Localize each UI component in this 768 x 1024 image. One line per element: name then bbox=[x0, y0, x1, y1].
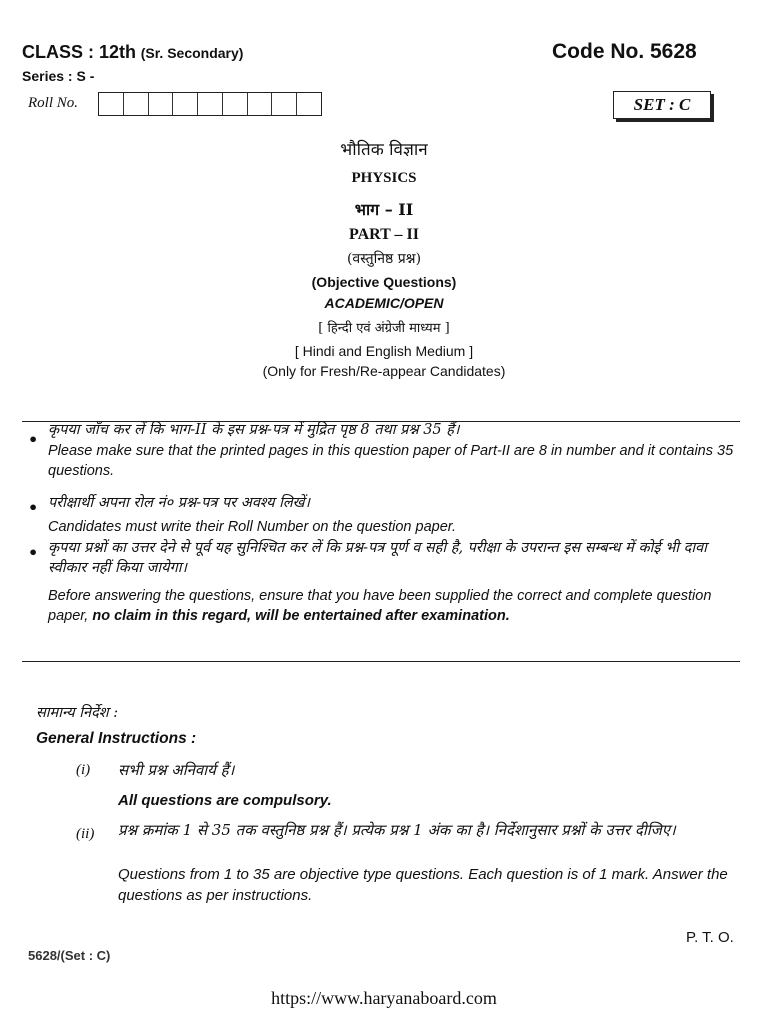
class-detail: (Sr. Secondary) bbox=[140, 45, 244, 61]
general-heading-hindi: सामान्य निर्देश : bbox=[36, 705, 119, 721]
instruction-2-english: Candidates must write their Roll Number on the question paper. bbox=[48, 519, 457, 535]
subject-title: PHYSICS bbox=[351, 170, 417, 186]
code-number: Code No. 5628 bbox=[552, 40, 697, 63]
bullet-icon: • bbox=[28, 543, 39, 562]
instruction-3-hindi: कृपया प्रश्नों का उत्तर देने से पूर्व यह सुनिश्चित कर लें कि प्रश्न-पत्र पूर्ण व सही है, परीक्षा के उपरान्त इस सम्बन्ध में कोई भी दावा स्वीकार नहीं किया जायेगा। bbox=[48, 540, 707, 576]
item-number: (i) bbox=[76, 762, 91, 778]
roll-digit-box[interactable] bbox=[198, 93, 223, 115]
subject-hindi: भौतिक विज्ञान bbox=[340, 140, 428, 160]
footer-code: 5628/(Set : C) bbox=[28, 948, 111, 963]
pto-label: P. T. O. bbox=[686, 929, 734, 946]
general-item-2-english: Questions from 1 to 35 are objective type questions. Each question is of 1 mark. Answer the questions as per instructions. bbox=[118, 866, 728, 904]
roll-digit-box[interactable] bbox=[297, 93, 321, 115]
divider-bottom bbox=[22, 661, 740, 662]
stream-title: ACADEMIC/OPEN bbox=[324, 295, 444, 311]
general-heading: General Instructions : bbox=[36, 730, 197, 747]
roll-digit-box[interactable] bbox=[248, 93, 273, 115]
roll-number-boxes[interactable] bbox=[98, 92, 322, 116]
type-hindi: (वस्तुनिष्ठ प्रश्न) bbox=[346, 251, 422, 267]
item-number: (ii) bbox=[76, 826, 95, 842]
roll-digit-box[interactable] bbox=[149, 93, 174, 115]
general-item-2-hindi: प्रश्न क्रमांक 1 से 35 तक वस्तुनिष्ठ प्रश्न हैं। प्रत्येक प्रश्न 1 अंक का है। निर्देशानुसार प्रश्नों के उत्तर दीजिए। bbox=[118, 821, 676, 839]
general-item-1-hindi: सभी प्रश्न अनिवार्य हैं। bbox=[118, 761, 235, 779]
roll-number-label: Roll No. bbox=[28, 95, 79, 111]
series-label: Series : S - bbox=[22, 68, 95, 84]
bullet-icon: • bbox=[28, 498, 39, 517]
instruction-3-english-b: no claim in this regard, will be entertained after examination. bbox=[88, 608, 510, 624]
instruction-2-hindi: परीक्षार्थी अपना रोल नं० प्रश्न-पत्र पर अवश्य लिखें। bbox=[48, 495, 311, 511]
roll-digit-box[interactable] bbox=[223, 93, 248, 115]
part-title: PART – II bbox=[349, 226, 419, 243]
class-value: CLASS : 12th bbox=[22, 42, 137, 62]
medium-title: [ Hindi and English Medium ] bbox=[294, 343, 474, 359]
candidates-note: (Only for Fresh/Re-appear Candidates) bbox=[262, 363, 506, 379]
roll-digit-box[interactable] bbox=[124, 93, 149, 115]
instruction-1-english: Please make sure that the printed pages in this question paper of Part-II are 8 in number and it contains 35 questions. bbox=[48, 443, 734, 479]
instruction-1-hindi: कृपया जाँच कर लें कि भाग-II के इस प्रश्न-पत्र में मुद्रित पृष्ठ 8 तथा प्रश्न 35 हैं। bbox=[48, 422, 460, 438]
medium-hindi: [ हिन्दी एवं अंग्रेजी माध्यम ] bbox=[318, 321, 450, 336]
instruction-3-english-a: Before answering the questions, ensure that you have been supplied the correct and complete question paper, bbox=[48, 588, 712, 624]
class-label bbox=[22, 42, 243, 63]
part-hindi: भाग – II bbox=[354, 200, 414, 219]
source-url[interactable]: https://www.haryanaboard.com bbox=[271, 988, 497, 1008]
instruction-3-english bbox=[48, 586, 748, 626]
roll-digit-box[interactable] bbox=[99, 93, 124, 115]
general-item-1-english: All questions are compulsory. bbox=[118, 792, 332, 809]
set-box: SET : C bbox=[613, 91, 711, 119]
roll-digit-box[interactable] bbox=[173, 93, 198, 115]
bullet-icon: • bbox=[28, 430, 39, 449]
type-title: (Objective Questions) bbox=[311, 274, 457, 290]
roll-digit-box[interactable] bbox=[272, 93, 297, 115]
